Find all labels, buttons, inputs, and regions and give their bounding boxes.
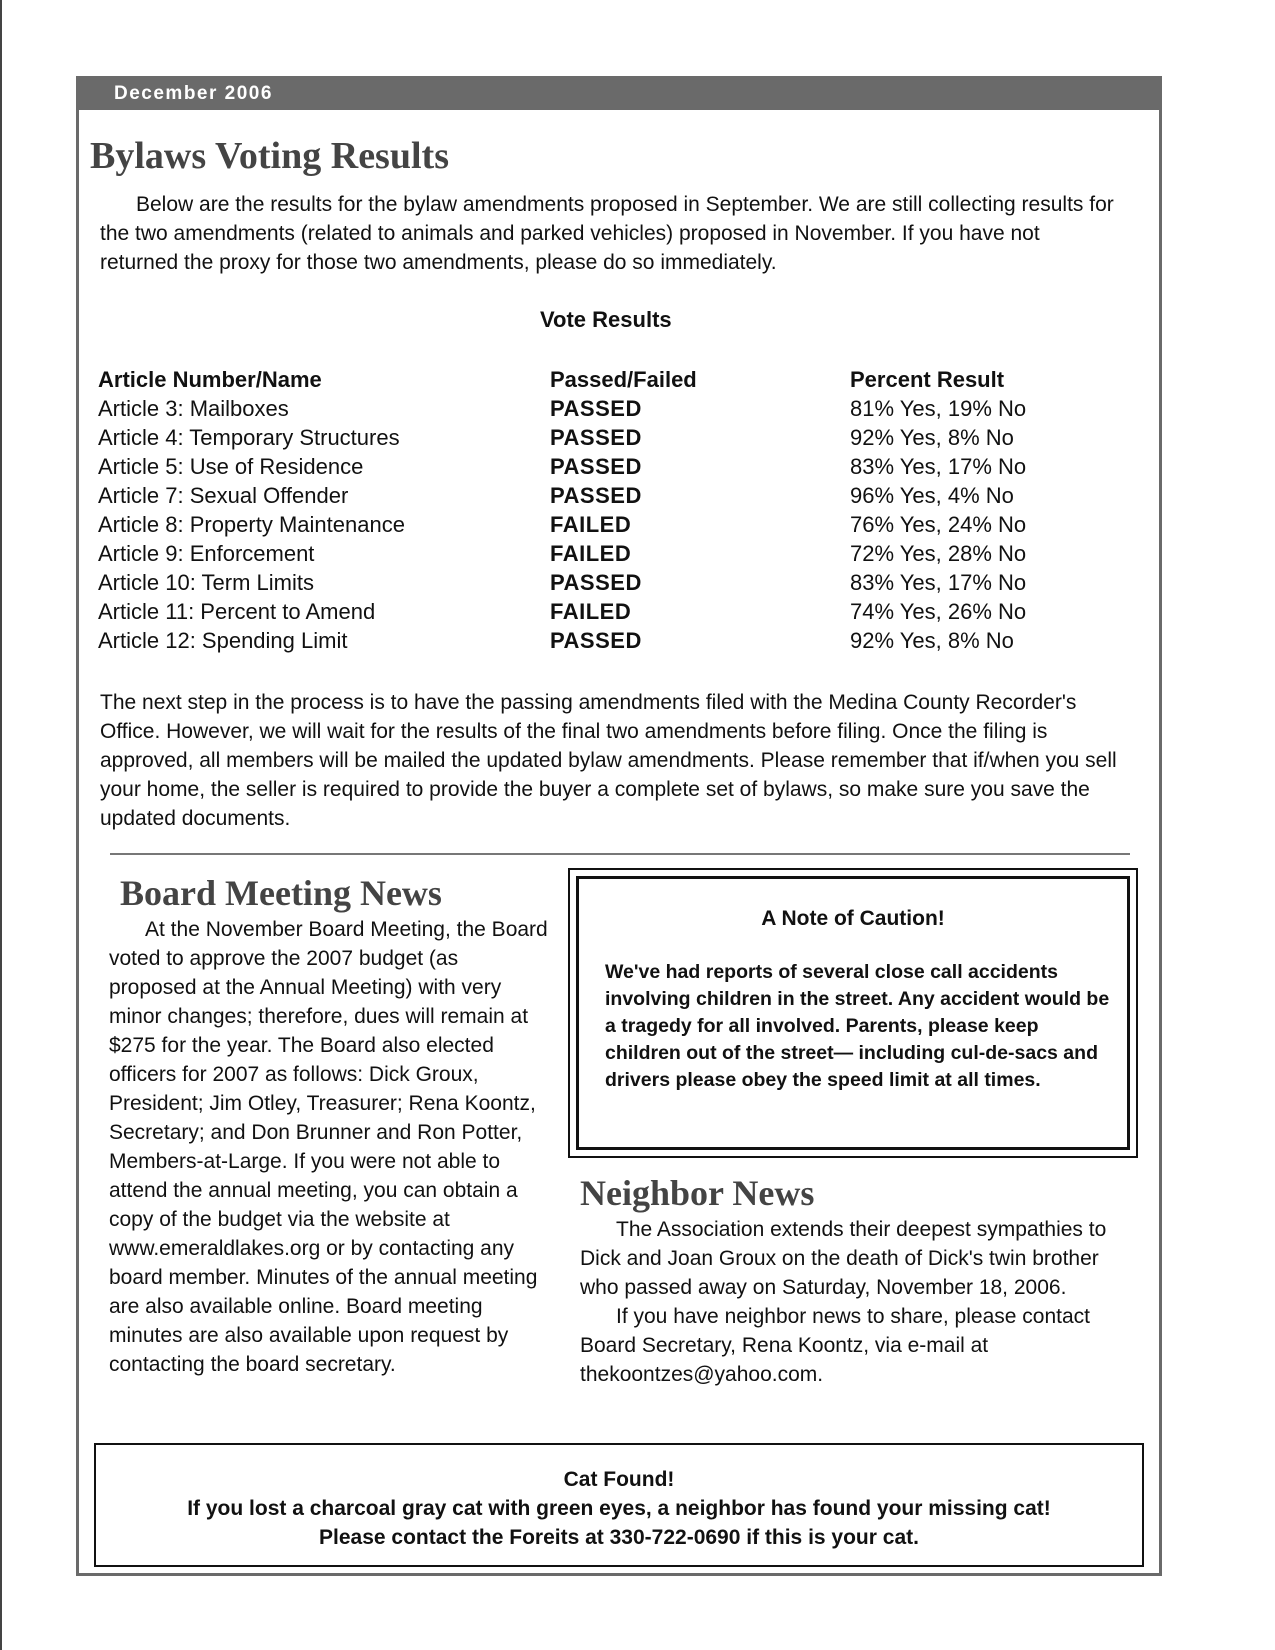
article-percent: 83% Yes, 17% No xyxy=(850,454,1027,479)
table-row xyxy=(98,510,1130,539)
neighbor-news-title: Neighbor News xyxy=(580,1173,815,1213)
article-status: PASSED xyxy=(550,483,642,508)
article-status: FAILED xyxy=(550,512,632,537)
caution-text: We've had reports of several close call accidents involving children in the street. Any accident would be a tragedy for all involved. Parents, please keep children out of the street— including cul-de-sacs and drivers please obey the speed limit at all times. xyxy=(605,961,1110,1091)
board-meeting-title: Board Meeting News xyxy=(120,873,442,913)
board-meeting-text: At the November Board Meeting, the Board voted to approve the 2007 budget (as proposed at the Annual Meeting) with very minor changes; therefore, dues will remain at $275 for the year. The Board also elected officers for 2007 as follows: Dick Groux, President; Jim Otley, Treasurer; Rena Koontz, Secretary; and Don Brunner and Ron Potter, Members-at-Large. If you were not able to attend the annual meeting, you can obtain a copy of the budget via the website at www.emeraldlakes.org or by contacting any board member. Minutes of the annual meeting are also available online. Board meeting minutes are also available upon request by contacting the board secretary. xyxy=(109,918,548,1376)
header-bar xyxy=(76,76,1162,110)
article-name: Article 5: Use of Residence xyxy=(98,454,364,479)
article-status: PASSED xyxy=(550,454,642,479)
issue-date: December 2006 xyxy=(114,83,273,104)
article-name: Article 7: Sexual Offender xyxy=(98,483,349,508)
article-status: PASSED xyxy=(550,628,642,653)
bylaws-intro: Below are the results for the bylaw amendments proposed in September. We are still collecting results for the two amendments (related to animals and parked vehicles) proposed in November. If you have not returned the proxy for those two amendments, please do so immediately. xyxy=(100,193,1114,274)
next-step-paragraph: The next step in the process is to have the passing amendments filed with the Medina County Recorder's Office. However, we will wait for the results of the final two amendments before filing. Once the filing is approved, all members will be mailed the updated bylaw amendments. Please remember that if/when you sell your home, the seller is required to provide the buyer a complete set of bylaws, so make sure you save the updated documents. xyxy=(100,691,1117,830)
cat-found-line-1: If you lost a charcoal gray cat with green eyes, a neighbor has found your missing cat! xyxy=(187,1497,1051,1520)
article-percent: 81% Yes, 19% No xyxy=(850,396,1027,421)
table-row xyxy=(98,452,1130,481)
article-percent: 76% Yes, 24% No xyxy=(850,512,1027,537)
article-percent: 96% Yes, 4% No xyxy=(850,483,1014,508)
vote-results-table xyxy=(98,365,1130,655)
column-header-article: Article Number/Name xyxy=(98,367,322,392)
section-divider xyxy=(110,853,1130,855)
cat-found-line-2: Please contact the Foreits at 330-722-0690 if this is your cat. xyxy=(319,1526,919,1549)
table-row xyxy=(98,481,1130,510)
caution-title: A Note of Caution! xyxy=(761,907,945,930)
vote-results-title: Vote Results xyxy=(540,307,672,332)
article-percent: 83% Yes, 17% No xyxy=(850,570,1027,595)
neighbor-news-paragraph-1: The Association extends their deepest sympathies to Dick and Joan Groux on the death of Dick's twin brother who passed away on Saturday, November 18, 2006. xyxy=(580,1218,1107,1299)
table-row xyxy=(98,626,1130,655)
table-row xyxy=(98,597,1130,626)
article-percent: 92% Yes, 8% No xyxy=(850,425,1014,450)
article-name: Article 4: Temporary Structures xyxy=(98,425,400,450)
article-status: PASSED xyxy=(550,425,642,450)
table-row xyxy=(98,539,1130,568)
article-name: Article 3: Mailboxes xyxy=(98,396,289,421)
neighbor-news-paragraph-2: If you have neighbor news to share, please contact Board Secretary, Rena Koontz, via e-mail at thekoontzes@yahoo.com. xyxy=(580,1305,1090,1386)
cat-found-title: Cat Found! xyxy=(563,1468,675,1491)
article-status: FAILED xyxy=(550,541,632,566)
article-percent: 72% Yes, 28% No xyxy=(850,541,1027,566)
article-percent: 74% Yes, 26% No xyxy=(850,599,1027,624)
article-name: Article 11: Percent to Amend xyxy=(98,599,376,624)
bylaws-title: Bylaws Voting Results xyxy=(90,135,449,177)
article-name: Article 10: Term Limits xyxy=(98,570,314,595)
article-status: PASSED xyxy=(550,396,642,421)
article-name: Article 12: Spending Limit xyxy=(98,628,348,653)
table-row xyxy=(98,423,1130,452)
caution-inner-border xyxy=(576,876,1130,1150)
neighbor-news-text xyxy=(580,1215,1140,1389)
column-header-status: Passed/Failed xyxy=(550,367,697,392)
caution-box xyxy=(568,868,1138,1158)
article-percent: 92% Yes, 8% No xyxy=(850,628,1014,653)
page-edge xyxy=(0,0,2,1650)
article-name: Article 8: Property Maintenance xyxy=(98,512,405,537)
article-status: PASSED xyxy=(550,570,642,595)
column-header-percent: Percent Result xyxy=(850,367,1005,392)
cat-found-box xyxy=(94,1443,1144,1567)
table-row xyxy=(98,394,1130,423)
table-row xyxy=(98,568,1130,597)
article-status: FAILED xyxy=(550,599,632,624)
article-name: Article 9: Enforcement xyxy=(98,541,315,566)
table-header-row xyxy=(98,365,1130,394)
